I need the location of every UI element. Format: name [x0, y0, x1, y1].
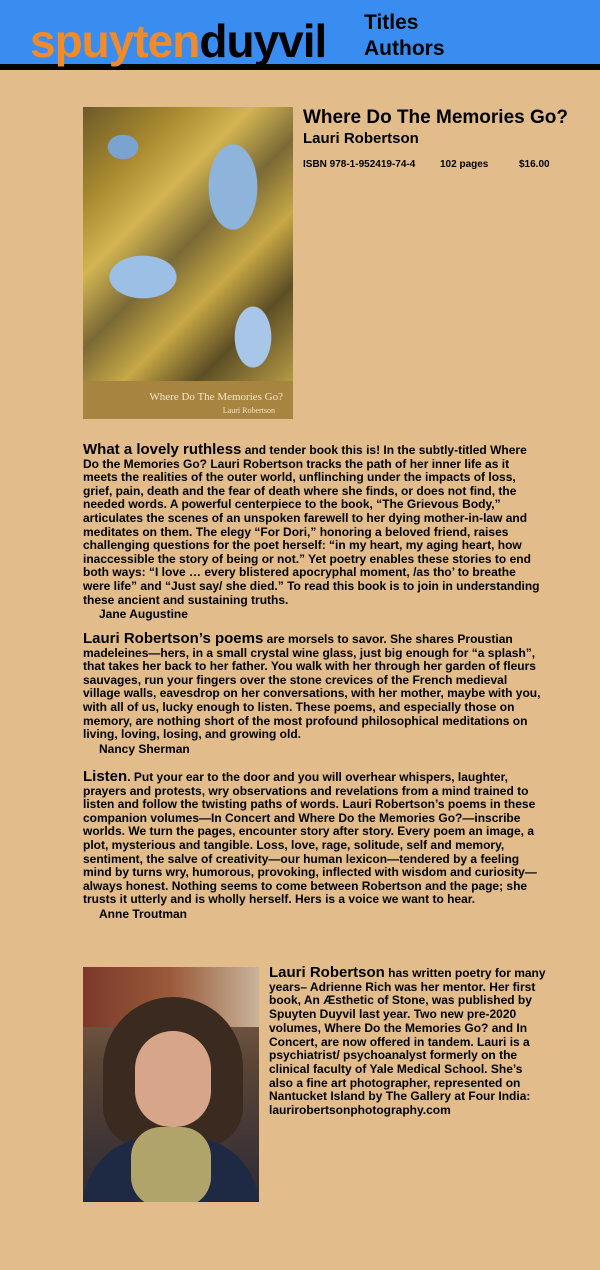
review-3 — [83, 770, 543, 922]
review-text: and tender book this is! In the subtly-titled Where Do the Memories Go? Lauri Robertson tracks the path of her inner life as it meets the realities of the outer world, unflinching under the impacts of loss, grief, pain, death and the fear of death where she finds, or does not find, the needed words. A powerful centerpiece to the book, “The Grievous Body,” articulates the scenes of an unspoken farewell to her dying mother-in-law and meditates on them. The elegy “For Dori,” honoring a beloved friend, raises challenging questions for the poet herself: “in my heart, my aging heart, how inaccessible the story of being or not.” Yet poetry enables these stories to end both ways: “I love … every blistered apocryphal moment, /as tho’ to breathe were life” and “Just say/ she died.” To read this book is to join in understanding these ancient and sustaining truths. — [83, 443, 540, 607]
nav-authors-link[interactable]: Authors — [364, 37, 445, 60]
review-author: Nancy Sherman — [99, 741, 190, 756]
review-1 — [83, 443, 543, 622]
book-title: Where Do The Memories Go? — [303, 107, 568, 128]
site-logo[interactable]: spuytenduyvil — [30, 15, 327, 67]
review-author: Anne Troutman — [99, 906, 188, 921]
book-pages: 102 pages — [440, 159, 489, 170]
cover-author-text: Lauri Robertson — [222, 406, 275, 415]
book-cover-image — [83, 107, 293, 419]
review-lead: What a lovely ruthless — [83, 441, 242, 458]
cover-title-text: Where Do The Memories Go? — [149, 391, 283, 403]
review-text: . Put your ear to the door and you will overhear whispers, laughter, prayers and protests, wry observations and revelations from a mind trained to listen and follow the twisting paths of words. Lauri Robertson’s poems in these companion volumes—In Concert and Where Do the Memories Go?—inscribe worlds. We turn the pages, encounter story after story. Every poem an image, a plot, mysterious and tangible. Loss, love, rage, solitude, self and memory, sentiment, the salve of creativity—our human lexicon—tendered by a feeling mind by turns wry, humorous, provoking, inflected with wisdom and curiosity—always honest. Nothing seems to come between Robertson and the page; she trusts it utterly and is wholly herself. Hers is a voice we want to hear. — [83, 770, 537, 907]
bio-lead: Lauri Robertson — [269, 964, 385, 981]
book-price: $16.00 — [519, 159, 550, 170]
review-lead: Listen — [83, 768, 128, 785]
review-2 — [83, 632, 543, 756]
review-text: are morsels to savor. She shares Proustian madeleines—hers, in a small crystal wine glass, just big enough for “a splash”, that takes her back to her father. You walk with her through her garden of fleurs sauvages, run your fingers over the stone crevices of the French medieval village walls, eavesdrop on her conversations, with her mother, maybe with you, with all of us, lucky enough to listen. These poems, and especially those on memory, are nothing short of the most profound philosophical meditations on living, loving, losing, and growing old. — [83, 632, 541, 742]
review-lead: Lauri Robertson’s poems — [83, 630, 264, 647]
site-nav — [364, 10, 445, 62]
nav-titles-link[interactable]: Titles — [364, 11, 419, 34]
author-photo — [83, 967, 259, 1202]
book-isbn: ISBN 978-1-952419-74-4 — [303, 159, 416, 170]
author-bio — [269, 966, 549, 1118]
review-author: Jane Augustine — [99, 607, 188, 622]
cover-photo — [83, 107, 293, 381]
bio-text: has written poetry for many years– Adrienne Rich was her mentor. Her first book, An Æsthetic of Stone, was published by Spuyten Duyvil last year. Two new pre-2020 volumes, Where Do the Memories Go? and In Concert, are now offered in tandem. Lauri is a psychiatrist/ psychoanalyst formerly on the clinical faculty of Yale Medical School. She’s also a fine art photographer, represented on Nantucket Island by The Gallery at Four India: laurirobertsonphotography.com — [269, 966, 546, 1118]
book-author: Lauri Robertson — [303, 130, 419, 147]
site-header — [0, 0, 600, 70]
